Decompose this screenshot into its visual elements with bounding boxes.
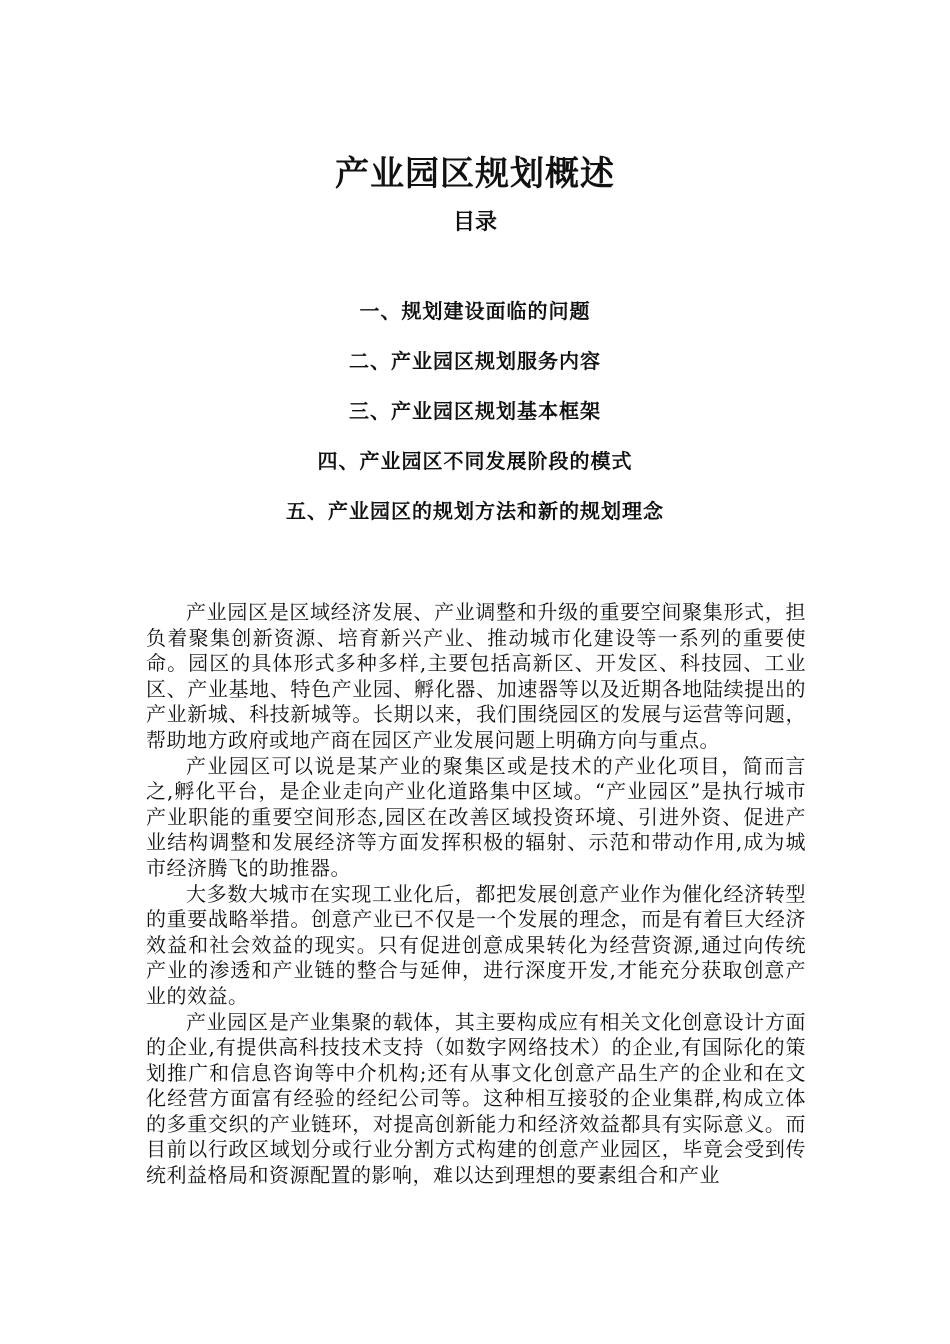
toc-item-1[interactable]: 一、规划建设面临的问题 [359,299,591,323]
toc-item-5[interactable]: 五、产业园区的规划方法和新的规划理念 [286,499,664,523]
toc-item-3[interactable]: 三、产业园区规划基本框架 [349,399,601,423]
toc-item-2[interactable]: 二、产业园区规划服务内容 [349,349,601,373]
body-paragraph-3: 大多数大城市在实现工业化后，都把发展创意产业作为催化经济转型的重要战略举措。创意产业已不仅是一个发展的理念，而是有着巨大经济效益和社会效益的现实。只有促进创意成果转化为经营资源,通过向传统产业的渗透和产业链的整合与延伸，进行深度开发,才能充分获取创意产业的效益。 [146,881,806,1008]
body-paragraph-4: 产业园区是产业集聚的载体，其主要构成应有相关文化创意设计方面的企业,有提供高科技技术支持（如数字网络技术）的企业,有国际化的策划推广和信息咨询等中介机构;还有从事文化创意产品生产的企业和在文化经营方面富有经验的经纪公司等。这种相互接驳的企业集群,构成立体的多重交织的产业链环，对提高创新能力和经济效益都具有实际意义。而目前以行政区域划分或行业分割方式构建的创意产业园区，毕竟会受到传统利益格局和资源配置的影响，难以达到理想的要素组合和产业 [146,1009,806,1188]
table-of-contents [0,296,950,546]
body-paragraph-2: 产业园区可以说是某产业的聚集区或是技术的产业化项目，简而言之,孵化平台，是企业走向产业化道路集中区域。“产业园区”是执行城市产业职能的重要空间形态,园区在改善区域投资环境、引进外资、促进产业结构调整和发展经济等方面发挥积极的辐射、示范和带动作用,成为城市经济腾飞的助推器。 [146,753,806,880]
toc-item-4[interactable]: 四、产业园区不同发展阶段的模式 [317,449,633,473]
body-paragraph-1: 产业园区是区域经济发展、产业调整和升级的重要空间聚集形式，担负着聚集创新资源、培育新兴产业、推动城市化建设等一系列的重要使命。园区的具体形式多种多样,主要包括高新区、开发区、科技园、工业区、产业基地、特色产业园、孵化器、加速器等以及近期各地陆续提出的产业新城、科技新城等。长期以来，我们围绕园区的发展与运营等问题，帮助地方政府或地产商在园区产业发展问题上明确方向与重点。 [146,600,806,752]
document-body [146,600,806,1189]
document-title: 产业园区规划概述 [335,153,615,194]
toc-heading: 目录 [452,209,497,235]
